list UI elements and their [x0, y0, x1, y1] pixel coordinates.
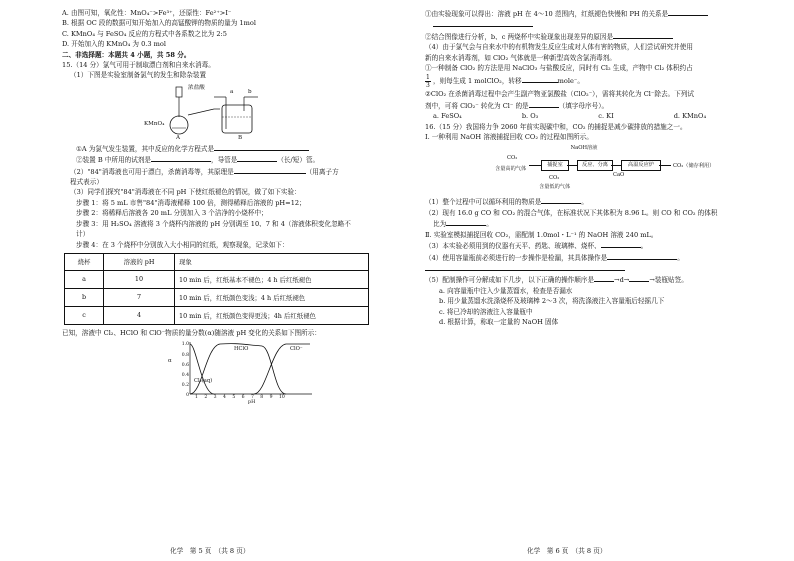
- table-cell: b: [65, 288, 104, 306]
- step5-d: d. 根据计算，称取一定量的 NaOH 固体: [439, 317, 559, 326]
- r-q4-3: ①一种制备 ClO₂ 的方法是用 NaClO₃ 与盐酸反应，同时有 Cl₂ 生成，产物中 Cl₂ 体积约占: [425, 64, 693, 73]
- table-cell: a: [65, 270, 104, 288]
- r-q1-blank: [425, 19, 780, 30]
- step5-b: b. 用少量蒸馏水洗涤烧杯及玻璃棒 2～3 次，将洗涤液注入容量瓶后轻摇几下: [439, 297, 665, 306]
- arrow: [529, 165, 541, 166]
- out-label: CO₂（储存利用）: [673, 163, 715, 170]
- q16-3: （3）本实验必须用到的仪器有天平、药匙、玻璃棒、烧杯、 。: [425, 242, 648, 251]
- r-q4-4: $\frac{1}{3}$ ，则每生成 1 molClO₂，转移 mole⁻。: [426, 73, 584, 89]
- step-4: 步骤 4：在 3 个烧杯中分别放入大小相同的红纸，观察现象，记录如下：: [76, 240, 289, 249]
- graph-intro: 已知，溶液中 Cl₂、HClO 和 ClO⁻物质的量分数(α)随溶液 pH 变化的关系如下图所示：: [62, 328, 321, 337]
- table-header-row: [65, 253, 369, 270]
- table-header: 烧杯: [65, 253, 104, 270]
- option-b: B. 根据 OC 段的数据可知开始加入的高锰酸钾的物质的量为 1mol: [62, 19, 256, 28]
- port-b-label: b: [248, 88, 252, 95]
- label-a: A: [176, 134, 181, 141]
- option-item: c. KI: [598, 112, 614, 121]
- in-co2-label: CO₂: [507, 155, 518, 162]
- table-cell: 10 min 后，红纸基本不褪色；4 h 后红纸褪色: [175, 270, 369, 288]
- apparatus-drawing: [154, 81, 354, 143]
- table-cell: 4: [104, 306, 175, 324]
- r-q4-5: ②ClO₂ 在杀菌消毒过程中会产生副产物亚氯酸盐（ClO₂⁻），需将其转化为 Cl⁻除去。下列试: [425, 90, 694, 99]
- graph-xticks: 1 2 3 4 5 6 7 8 9 10: [195, 395, 285, 401]
- q15-part1: （1）下图是实验室制备氯气的发生和除杂装置: [70, 71, 207, 80]
- page-footer-left: 化学 第 5 页 （共 8 页）: [170, 547, 250, 555]
- results-table: [64, 253, 369, 325]
- r-q4-1: （4）由于氯气会与自来水中的有机物发生反应生成对人体有害的物质，人们尝试研究并使用: [425, 43, 693, 52]
- option-item: a. FeSO₄: [433, 112, 462, 121]
- arrow: [567, 165, 577, 166]
- r-options: [425, 111, 780, 121]
- table-cell: 10: [104, 270, 175, 288]
- box-separate: 反应、分离: [577, 160, 613, 171]
- r-q2: ②结合图像进行分析，b、c 两烧杯中实验现象出现差异的原因是: [425, 31, 780, 42]
- q16-1: （1）整个过程中可以循环利用的物质是 。: [425, 198, 588, 207]
- option-d: D. 开始加入的 KMnO₄ 为 0.3 mol: [62, 40, 166, 49]
- option-item: b. O₃: [521, 112, 539, 121]
- curve-label-cl2: Cl₂(aq): [194, 378, 213, 385]
- q16-4: （4）使用容量瓶前必须进行的一步操作是检漏，其具体操作是 。: [425, 253, 684, 262]
- graph-xlabel: pH: [248, 400, 256, 406]
- table-header: 溶液的 pH: [104, 253, 175, 270]
- q16-5: （5）配制操作可分解成如下几步，以下正确的操作顺序是 →d→ →装瓶贴签。: [425, 276, 688, 285]
- r-q1: ①由实验现象可以得出：溶液 pH 在 4～10 范围内，红纸褪色快慢和 PH 的关系是: [425, 8, 780, 19]
- down-gas-label: 含量低的气体: [539, 184, 571, 191]
- q15-3: （3）同学们探究"84"消毒液在不同 pH 下使红纸褪色的情况，做了如下实验：: [70, 188, 301, 197]
- top-label: NaOH溶液: [565, 144, 603, 153]
- option-c: C. KMnO₄ 与 FeSO₄ 反应的方程式中各系数之比为 2:5: [62, 29, 227, 38]
- q15-2-cont: 程式表示）: [70, 178, 103, 187]
- table-cell: 10 min 后，红纸颜色变得更浅；4h 后红纸褪色: [175, 306, 369, 324]
- curve-label-hclo: HClO: [234, 346, 249, 353]
- fraction-one-third: $\frac{1}{3}$: [426, 73, 430, 89]
- step-1: 步骤 1：将 5 mL 市售"84"消毒液稀释 100 倍，测得稀释后溶液的 pH=12；: [76, 198, 306, 207]
- option-item: d. KMnO₄: [673, 112, 707, 121]
- reagent-label: KMnO₄: [144, 120, 165, 127]
- graph-ylabel: α: [168, 358, 172, 365]
- table-row: [65, 288, 369, 306]
- table-row: [65, 270, 369, 288]
- table-cell: 7: [104, 288, 175, 306]
- option-a: A. 由图可知，氧化性：MnO₄⁻>Fe³⁺，还原性：Fe²⁺>I⁻: [62, 9, 232, 17]
- box-furnace: 高温反应炉: [621, 160, 661, 171]
- q16-part2: Ⅱ. 实验室模拟捕捉回收 CO₂，需配制 1.0mol・L⁻¹ 的 NaOH 溶液 240 mL。: [425, 230, 658, 239]
- alpha-ph-graph: [62, 338, 385, 406]
- q15-1b: ②装置 B 中所用的试剂是 ，导管是 （长/短）管。: [76, 156, 320, 165]
- q15-1a: ①A 为氯气发生装置，其中反应的化学方程式是: [62, 143, 385, 154]
- q15-heading: 15.（14 分）氯气可用于制取漂白剂和自来水消毒。: [62, 61, 215, 70]
- table-header: 现象: [175, 253, 369, 270]
- q16-heading: 16.（15 分）我国将力争 2060 年前实现碳中和，CO₂ 的捕捉是减少碳排放的措施之一。: [425, 122, 687, 131]
- table-cell: 10 min 后，红纸颜色变浅；4 h 后红纸褪色: [175, 288, 369, 306]
- q16-2-cont: 比为 。: [433, 220, 493, 229]
- r-q4-2: 新的自来水消毒剂，如 ClO₂ 气体就是一种新型高效含氯消毒剂。: [425, 53, 616, 62]
- graph-yticks: 1.0 0.8 0.6 0.4 0.2 0: [181, 342, 189, 399]
- port-a-label: a: [230, 88, 234, 95]
- apparatus-figure: [62, 81, 385, 143]
- step-2: 步骤 2：将稀释后溶液各 20 mL 分别加入 3 个洁净的小烧杯中；: [76, 209, 268, 218]
- step5-c: c. 将已冷却的溶液注入容量瓶中: [439, 307, 533, 316]
- table-row: [65, 306, 369, 324]
- table-cell: c: [65, 306, 104, 324]
- step5-a: a. 向容量瓶中注入少量蒸馏水，检查是否漏水: [439, 286, 573, 295]
- q16-part1: Ⅰ. 一种利用 NaOH 溶液捕捉回收 CO₂ 的过程如图所示。: [425, 133, 593, 142]
- section-heading: 二、非选择题：本题共 4 小题，共 58 分。: [62, 50, 191, 59]
- page-footer-right: 化学 第 6 页 （共 8 页）: [527, 547, 607, 555]
- down-co2-label: CO₂: [549, 175, 560, 182]
- cao-label: CaO: [613, 172, 625, 179]
- r-q4-6: 剂中，可将 ClO₂⁻ 转化为 Cl⁻ 的是 （填字母序号）。: [425, 101, 609, 110]
- curve-label-clo: ClO⁻: [290, 346, 303, 353]
- q16-4-blank: [425, 263, 780, 274]
- funnel-label: 浓盐酸: [188, 84, 205, 91]
- q16-2: （2）现有 16.0 g CO 和 CO₂ 的混合气体，在标准状况下其体积为 8.96 L。则 CO 和 CO₂ 的体积: [425, 208, 718, 217]
- co2-capture-flowchart: [495, 144, 755, 194]
- label-b: B: [238, 134, 243, 141]
- right-page: [397, 0, 794, 561]
- in-gas-label: 含量高的气体: [495, 166, 527, 173]
- arrow: [659, 165, 671, 166]
- step-3: 步骤 3：用 H₂SO₄ 溶液将 3 个烧杯内溶液的 pH 分别调至 10、7 和 4（溶液体积变化忽略不: [76, 219, 351, 228]
- q15-2: （2）"84"消毒液也可用于漂白，杀菌消毒等，其原理是 （用离子方: [70, 167, 339, 176]
- arrow: [611, 165, 621, 166]
- step-3-cont: 计）: [76, 230, 90, 239]
- box-capture: 捕捉室: [541, 160, 569, 171]
